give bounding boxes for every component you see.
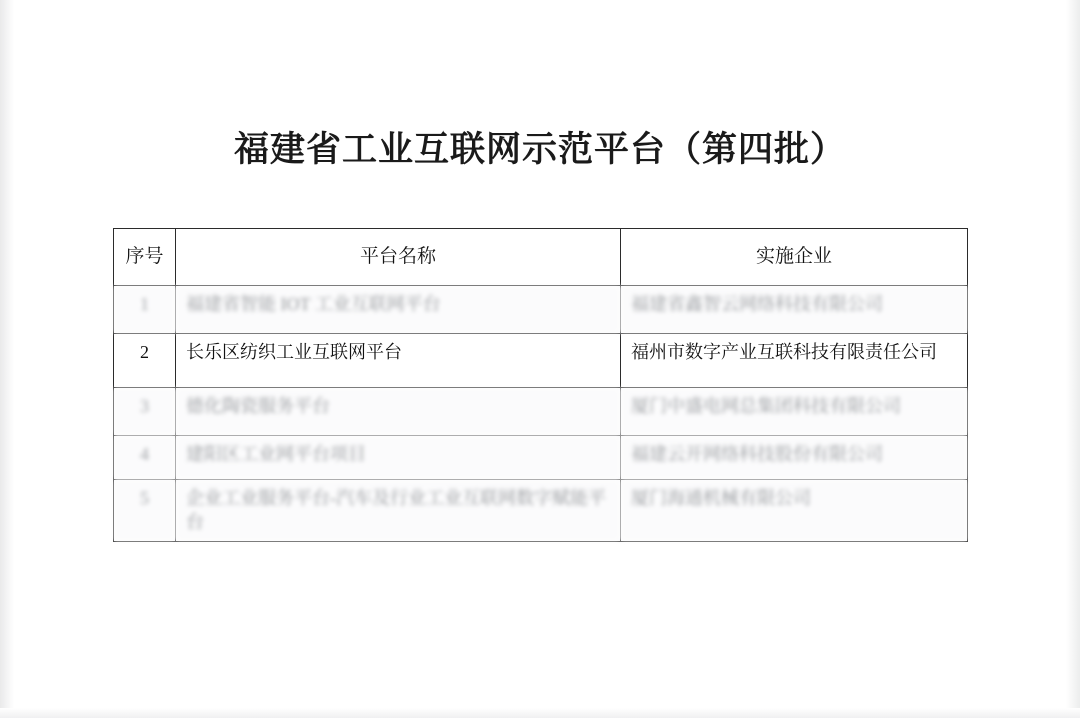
cell-platform-name: 企业工业服务平台-汽车及行业工业互联网数字赋能平台 <box>176 480 621 542</box>
table-body <box>114 286 968 542</box>
table-header-row <box>114 229 968 286</box>
cell-enterprise: 厦门海通机械有限公司 <box>621 480 968 542</box>
cell-index: 3 <box>114 388 176 436</box>
table-header <box>114 229 968 286</box>
page-edge-right-shadow <box>1066 0 1080 718</box>
cell-index: 4 <box>114 436 176 480</box>
page-title: 福建省工业互联网示范平台（第四批） <box>233 130 846 169</box>
table-row <box>114 286 968 334</box>
cell-index: 5 <box>114 480 176 542</box>
cell-enterprise: 福州市数字产业互联科技有限责任公司 <box>621 334 968 388</box>
table-row <box>114 480 968 542</box>
cell-enterprise: 福建云开网络科技股份有限公司 <box>621 436 968 480</box>
page-edge-left-shadow <box>0 0 14 718</box>
table-row <box>114 388 968 436</box>
cell-platform-name: 建阳区工业网平台项目 <box>176 436 621 480</box>
cell-index: 2 <box>114 334 176 388</box>
cell-index: 1 <box>114 286 176 334</box>
cell-enterprise: 福建省鑫智云网络科技有限公司 <box>621 286 968 334</box>
page-edge-bottom-shadow <box>0 708 1080 718</box>
column-header-index: 序号 <box>114 229 176 286</box>
table-row <box>114 334 968 388</box>
platform-table <box>113 228 968 542</box>
cell-platform-name: 福建省智能 IOT 工业互联网平台 <box>176 286 621 334</box>
cell-platform-name: 德化陶瓷服务平台 <box>176 388 621 436</box>
cell-enterprise: 厦门中盛电网总集团科技有限公司 <box>621 388 968 436</box>
column-header-platform-name: 平台名称 <box>176 229 621 286</box>
cell-platform-name: 长乐区纺织工业互联网平台 <box>176 334 621 388</box>
column-header-enterprise: 实施企业 <box>621 229 968 286</box>
table-row <box>114 436 968 480</box>
